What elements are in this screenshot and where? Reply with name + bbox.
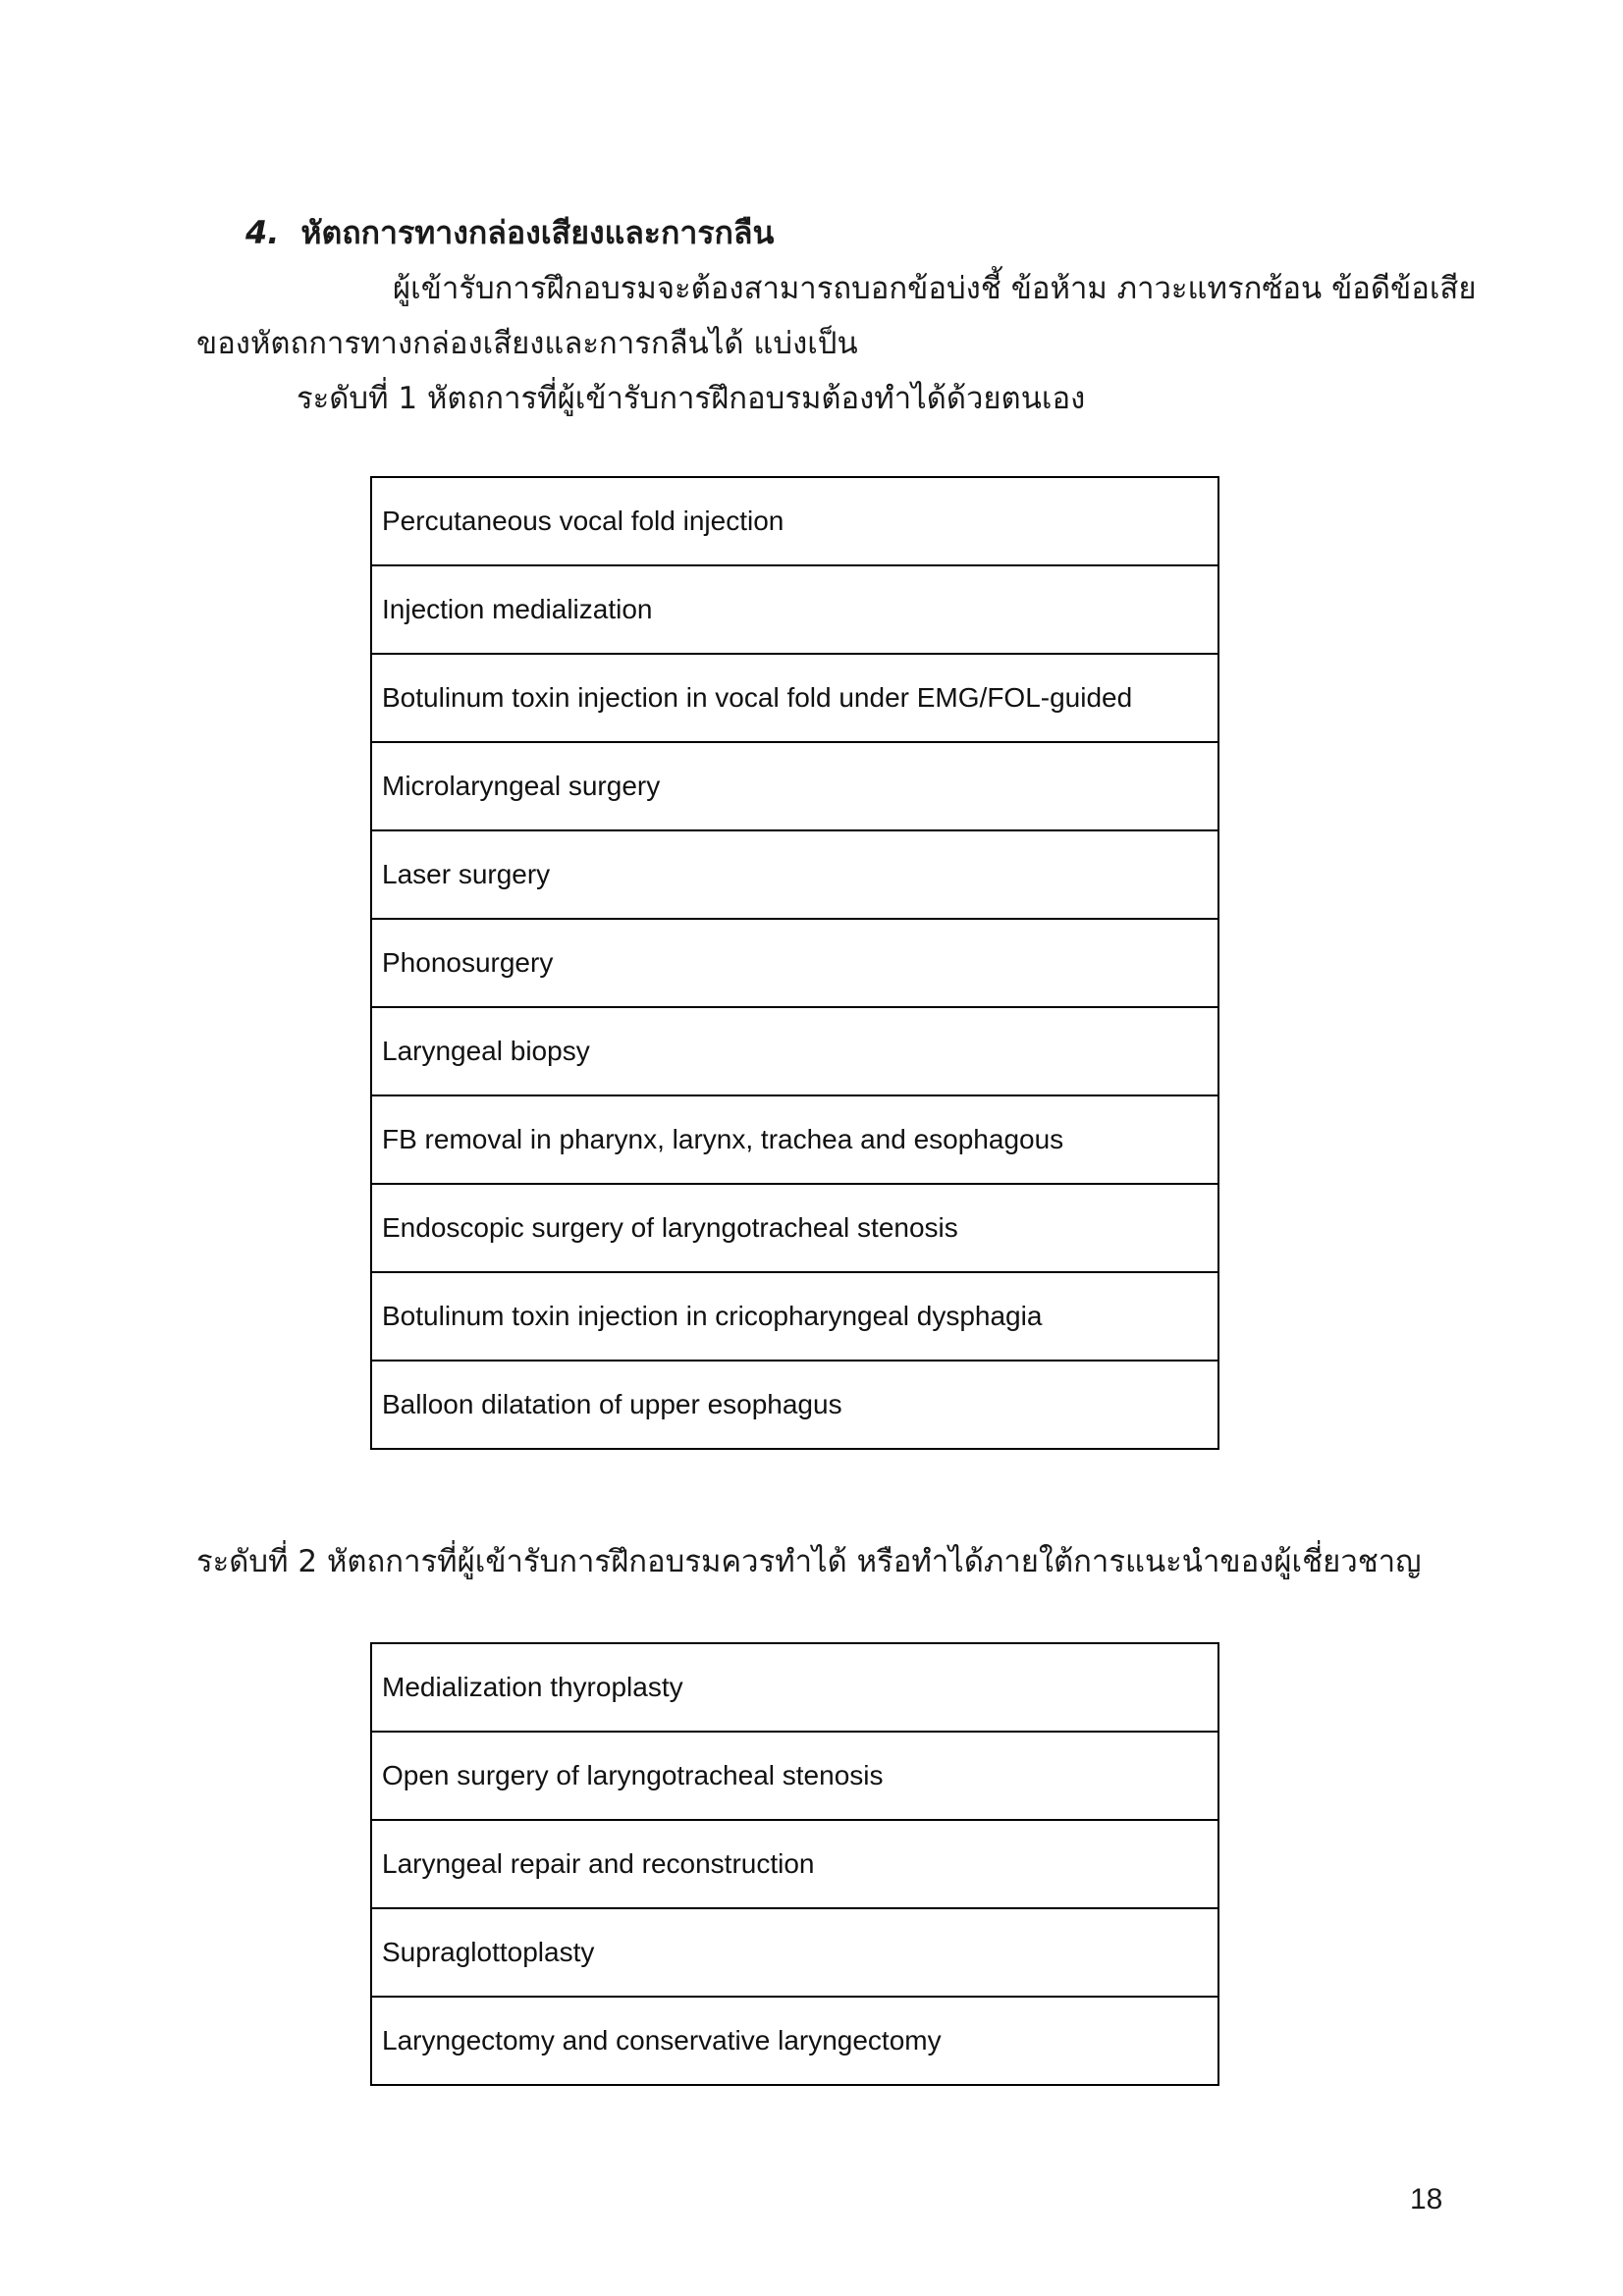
level-2-procedure-table	[370, 1642, 1219, 2086]
procedure-cell: Open surgery of laryngotracheal stenosis	[371, 1732, 1218, 1820]
table-row	[371, 1908, 1218, 1997]
section-heading	[245, 208, 774, 258]
procedure-cell: Laryngeal repair and reconstruction	[371, 1820, 1218, 1908]
table-row	[371, 1007, 1218, 1095]
table-row	[371, 1820, 1218, 1908]
table-row	[371, 477, 1218, 565]
table-row	[371, 919, 1218, 1007]
section-title: หัตถการทางกล่องเสียงและการกลืน	[300, 214, 775, 251]
procedure-cell: Supraglottoplasty	[371, 1908, 1218, 1997]
table-row	[371, 1643, 1218, 1732]
table-row	[371, 742, 1218, 830]
procedure-cell: Phonosurgery	[371, 919, 1218, 1007]
intro-paragraph-line-2: ของหัตถการทางกล่องเสียงและการกลืนได้ แบ่งเป็น	[196, 326, 858, 361]
table-row	[371, 654, 1218, 742]
section-number: 4.	[245, 214, 280, 251]
procedure-cell: Laryngeal biopsy	[371, 1007, 1218, 1095]
procedure-cell: Endoscopic surgery of laryngotracheal stenosis	[371, 1184, 1218, 1272]
table-row	[371, 1732, 1218, 1820]
level-2-heading: ระดับที่ 2 หัตถการที่ผู้เข้ารับการฝึกอบรมควรทำได้ หรือทำได้ภายใต้การแนะนำของผู้เชี่ยวชาญ	[196, 1544, 1422, 1579]
table-row	[371, 1184, 1218, 1272]
procedure-cell: FB removal in pharynx, larynx, trachea and esophagous	[371, 1095, 1218, 1184]
procedure-cell: Botulinum toxin injection in vocal fold under EMG/FOL-guided	[371, 654, 1218, 742]
procedure-cell: Balloon dilatation of upper esophagus	[371, 1361, 1218, 1449]
procedure-cell: Injection medialization	[371, 565, 1218, 654]
table-row	[371, 1095, 1218, 1184]
procedure-cell: Laser surgery	[371, 830, 1218, 919]
level-1-heading: ระดับที่ 1 หัตถการที่ผู้เข้ารับการฝึกอบรมต้องทำได้ด้วยตนเอง	[297, 381, 1086, 416]
procedure-cell: Botulinum toxin injection in cricopharyngeal dysphagia	[371, 1272, 1218, 1361]
procedure-cell: Microlaryngeal surgery	[371, 742, 1218, 830]
table-row	[371, 830, 1218, 919]
procedure-cell: Medialization thyroplasty	[371, 1643, 1218, 1732]
level-1-procedure-table	[370, 476, 1219, 1450]
page-number: 18	[1410, 2183, 1443, 2216]
procedure-cell: Laryngectomy and conservative laryngectomy	[371, 1997, 1218, 2085]
intro-paragraph-line-1: ผู้เข้ารับการฝึกอบรมจะต้องสามารถบอกข้อบ่งชี้ ข้อห้าม ภาวะแทรกซ้อน ข้อดีข้อเสีย	[393, 271, 1477, 306]
table-row	[371, 1997, 1218, 2085]
table-row	[371, 565, 1218, 654]
procedure-cell: Percutaneous vocal fold injection	[371, 477, 1218, 565]
table-row	[371, 1361, 1218, 1449]
table-row	[371, 1272, 1218, 1361]
